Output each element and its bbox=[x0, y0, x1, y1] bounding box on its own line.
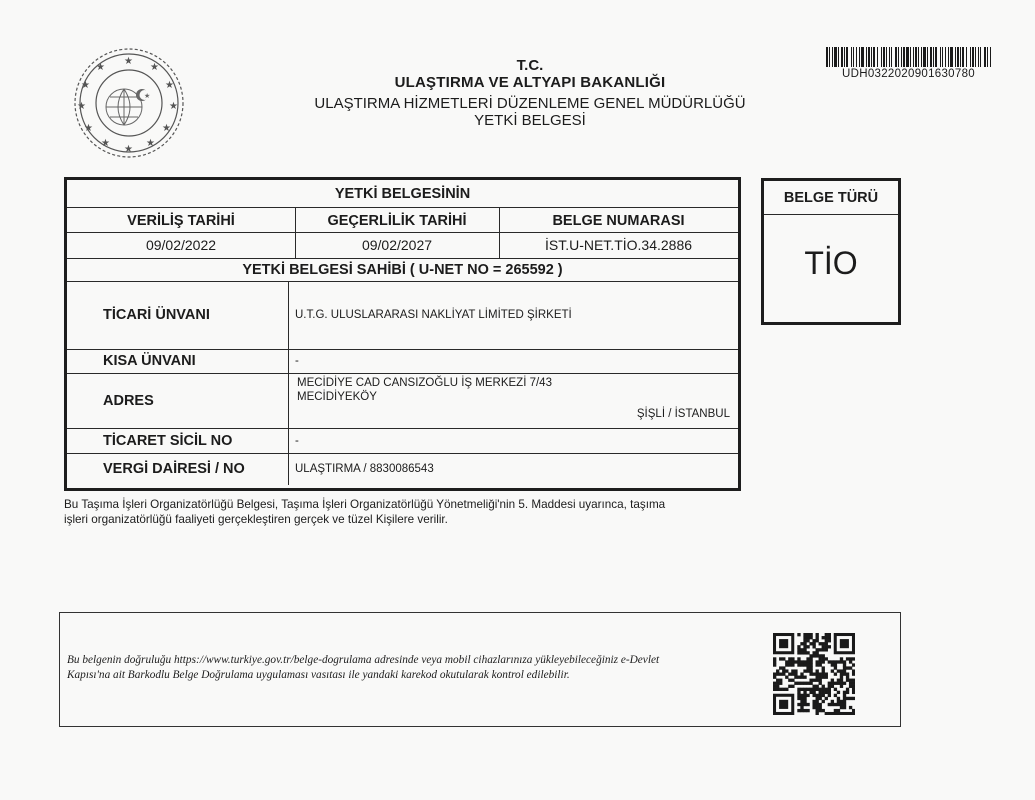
tax-office-label: VERGİ DAİRESİ / NO bbox=[103, 461, 245, 477]
barcode-icon bbox=[826, 47, 991, 67]
department-name: ULAŞTIRMA HİZMETLERİ DÜZENLEME GENEL MÜDÜRLÜĞÜ bbox=[314, 95, 746, 112]
tax-office: ULAŞTIRMA / 8830086543 bbox=[295, 463, 434, 475]
ministry-name: ULAŞTIRMA VE ALTYAPI BAKANLIĞI bbox=[394, 74, 666, 91]
svg-text:★: ★ bbox=[81, 80, 90, 91]
document-type-label: BELGE TÜRÜ bbox=[783, 190, 879, 206]
holder-title: YETKİ BELGESİ SAHİBİ ( U-NET NO = 265592 ) bbox=[242, 262, 563, 278]
svg-text:★: ★ bbox=[101, 138, 110, 149]
document-title: YETKİ BELGESİ bbox=[474, 112, 586, 129]
certificate-number: İST.U-NET.TİO.34.2886 bbox=[544, 237, 693, 253]
qr-code-icon[interactable] bbox=[773, 633, 855, 715]
address-line-2: MECİDİYEKÖY bbox=[297, 391, 377, 403]
svg-text:★: ★ bbox=[124, 56, 133, 67]
svg-text:★: ★ bbox=[144, 93, 151, 100]
footnote-line-1: Bu Taşıma İşleri Organizatörlüğü Belgesi, Taşıma İşleri Organizatörlüğü Yönetmeliği'nin 5. Maddesi uyarınca, taşıma bbox=[64, 498, 666, 511]
section-title: YETKİ BELGESİNİN bbox=[334, 186, 471, 202]
validity-date-header: GEÇERLİLİK TARİHİ bbox=[327, 213, 467, 229]
trade-registry-label: TİCARET SİCİL NO bbox=[103, 432, 233, 449]
header-tc: T.C. bbox=[516, 57, 544, 74]
ministry-seal-icon bbox=[62, 45, 196, 161]
address-line-1: MECİDİYE CAD CANSIZOĞLU İŞ MERKEZİ 7/43 bbox=[297, 377, 552, 389]
svg-text:★: ★ bbox=[162, 123, 171, 134]
document-type-value: TİO bbox=[804, 244, 858, 281]
issue-date: 09/02/2022 bbox=[145, 237, 217, 253]
trade-registry: - bbox=[295, 434, 299, 447]
verification-line-1: Bu belgenin doğruluğu https://www.turkiye.gov.tr/belge-dogrulama adresinde veya mobil cihazlarınıza yükleyebileceğiniz e-Devlet bbox=[67, 654, 660, 666]
svg-text:★: ★ bbox=[77, 101, 86, 112]
verification-box bbox=[59, 612, 901, 727]
short-name-label: KISA ÜNVANI bbox=[103, 353, 196, 369]
svg-text:★: ★ bbox=[165, 80, 174, 91]
footnote bbox=[64, 497, 764, 527]
short-name: - bbox=[295, 355, 299, 367]
barcode-number: UDH0322020901630780 bbox=[842, 68, 975, 80]
svg-text:★: ★ bbox=[169, 101, 178, 112]
trade-name: U.T.G. ULUSLARARASI NAKLİYAT LİMİTED ŞİRKETİ bbox=[295, 309, 572, 321]
address-city: ŞİŞLİ / İSTANBUL bbox=[636, 408, 730, 420]
svg-text:★: ★ bbox=[146, 138, 155, 149]
svg-text:★: ★ bbox=[150, 62, 159, 73]
svg-text:★: ★ bbox=[96, 62, 105, 73]
verification-line-2: Kapısı'na ait Barkodlu Belge Doğrulama uygulaması vasıtası ile yandaki karekod okutularak kontrol edilebilir. bbox=[67, 669, 570, 681]
certificate-number-header: BELGE NUMARASI bbox=[552, 213, 685, 229]
trade-name-label: TİCARİ ÜNVANI bbox=[103, 307, 210, 323]
certificate-table bbox=[64, 177, 741, 491]
verification-text bbox=[67, 653, 757, 683]
svg-text:★: ★ bbox=[84, 123, 93, 134]
address-label: ADRES bbox=[103, 393, 154, 409]
issue-date-header: VERİLİŞ TARİHİ bbox=[127, 213, 235, 229]
svg-text:★: ★ bbox=[124, 144, 133, 155]
footnote-line-2: işleri organizatörlüğü faaliyeti gerçekleştiren gerçek ve tüzel Kişilere verilir. bbox=[64, 513, 448, 526]
document-type-box bbox=[761, 178, 901, 325]
validity-date: 09/02/2027 bbox=[361, 237, 433, 253]
